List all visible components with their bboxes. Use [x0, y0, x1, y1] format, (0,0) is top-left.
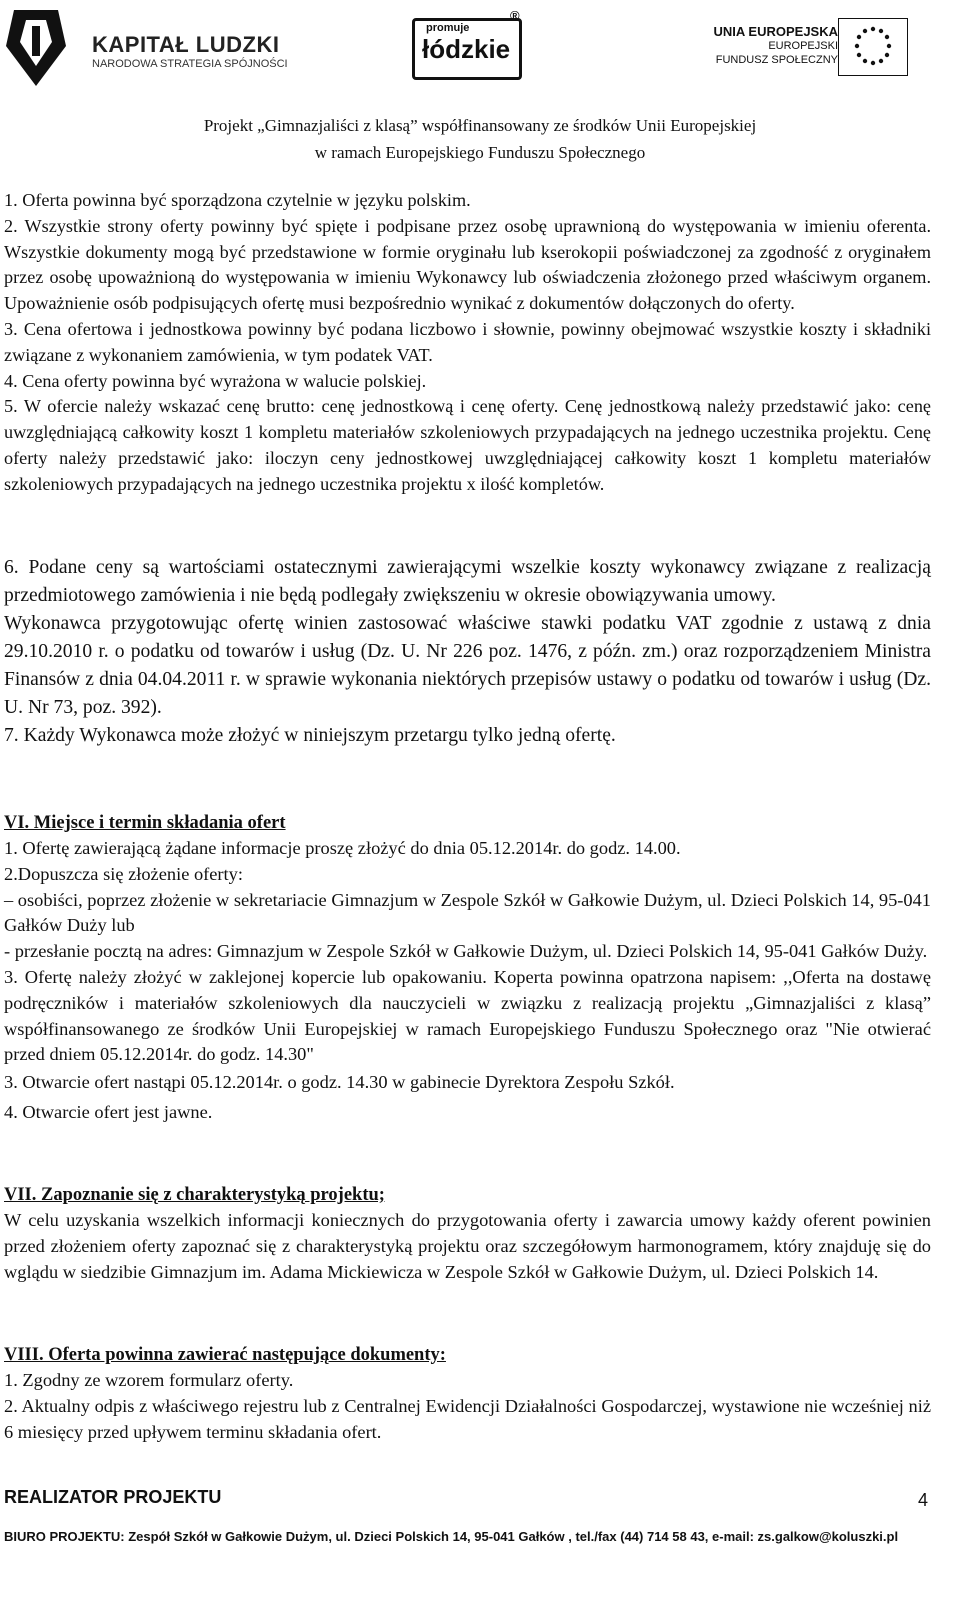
section-8-line: 1. Zgodny ze wzorem formularz oferty.: [4, 1370, 294, 1390]
registered-mark: ®: [510, 8, 520, 23]
section-6: [4, 810, 931, 1126]
realizator-label: REALIZATOR PROJEKTU: [4, 1487, 222, 1507]
kapital-ludzki-logo: [6, 6, 306, 86]
eu-line2: EUROPEJSKI: [768, 40, 838, 52]
eu-logo: [678, 18, 938, 88]
section-6-line: 2.Dopuszcza się złożenie oferty:: [4, 863, 243, 884]
intro-point: 7. Każdy Wykonawca może złożyć w niniejszym przetargu tylko jedną ofertę.: [4, 725, 616, 746]
section-6-line: 3. Ofertę należy złożyć w zaklejonej kopercie lub opakowaniu. Koperta powinna opatrzona napisem: ,,Oferta na dostawę podręczników i materiałów szkoleniowych dla nauczycieli w związku z realizacją projektu „Gimnazjaliści z klasą” współfinansowanego ze środków Unii Europejskiej w ramach Europejskiego Funduszu Społecznego oraz "Nie otwierać przed dniem 05.12.2014r. do godz. 14.30": [4, 966, 931, 1065]
project-title-line1: Projekt „Gimnazjaliści z klasą” współfinansowany ze środków Unii Europejskiej: [203, 116, 757, 135]
lodz-big-text: łódzkie: [422, 34, 511, 64]
kl-subtitle: NARODOWA STRATEGIA SPÓJNOŚCI: [92, 58, 288, 70]
section-6-heading: VI. Miejsce i termin składania ofert: [4, 813, 286, 833]
eu-flag-icon: [838, 18, 908, 76]
eu-line3: FUNDUSZ SPOŁECZNY: [715, 54, 838, 66]
section-6-line: 4. Otwarcie ofert jest jawne.: [4, 1101, 213, 1122]
project-office-info: BIURO PROJEKTU: Zespół Szkół w Gałkowie Dużym, ul. Dzieci Polskich 14, 95-041 Gałków , tel./fax (44) 714 58 43, e-mail: zs.galkow@koluszki.pl: [4, 1529, 899, 1544]
section-6-line: 1. Ofertę zawierającą żądane informacje proszę złożyć do dnia 05.12.2014r. do godz. 14.00.: [4, 838, 681, 858]
intro-point: 6. Podane ceny są wartościami ostatecznymi zawierającymi wszelkie koszty wykonawcy związane z realizacją przedmiotowego zamówienia i nie będą podlegały zwiększeniu w okresie obowiązywania umowy.: [4, 557, 931, 606]
intro-point: 1. Oferta powinna być sporządzona czytelnie w języku polskim.: [4, 190, 471, 210]
lodz-small-text: promuje: [426, 22, 470, 34]
intro-point: 5. W ofercie należy wskazać cenę brutto: cenę jednostkową i cenę oferty. Cenę jednostkową należy przedstawić jako: cenę uwzględniającą całkowity koszt 1 kompletu materiałów szkoleniowych przypadających na jednego uczestnika projektu. Cenę oferty należy przedstawić jako: iloczyn ceny jednostkowej uwzględniającej całkowity koszt 1 kompletu materiałów szkoleniowych przypadających na jednego uczestnika projektu x ilość kompletów.: [4, 396, 931, 494]
section-7: [4, 1182, 931, 1285]
intro-points-large: [4, 554, 931, 750]
intro-point: 2. Wszystkie strony oferty powinny być spięte i podpisane przez osobę uprawnioną do występowania w imieniu oferenta. Wszystkie dokumenty mogą być przedstawione w formie oryginału lub kserokopii poświadczonej za zgodność z oryginałem przez osobę upoważnioną do występowania w imieniu Wykonawcy lub oświadczenia złożonego przed właściwym organem. Upoważnienie osób podpisujących ofertę musi bezpośrednio wynikać z dokumentów dołączonych do oferty.: [4, 215, 931, 314]
kapital-ludzki-mark-icon: [6, 6, 66, 86]
section-6-line: 3. Otwarcie ofert nastąpi 05.12.2014r. o godz. 14.30 w gabinecie Dyrektora Zespołu Szkół.: [4, 1072, 675, 1093]
section-8-line: 2. Aktualny odpis z właściwego rejestru lub z Centralnej Ewidencji Działalności Gospodarczej, wystawione nie wcześniej niż 6 miesięcy przed upływem terminu składania ofert.: [4, 1395, 931, 1442]
section-8: [4, 1342, 931, 1445]
header-logos: [0, 0, 960, 100]
kl-title: KAPITAŁ LUDZKI: [92, 32, 280, 57]
section-7-heading: VII. Zapoznanie się z charakterystyką projektu;: [4, 1185, 385, 1205]
section-6-line: - przesłanie pocztą na adres: Gimnazjum w Zespole Szkół w Gałkowie Dużym, ul. Dzieci Polskich 14, 95-041 Gałków Duży.: [4, 941, 928, 962]
page-number: 4: [917, 1490, 928, 1510]
section-6-line: – osobiści, poprzez złożenie w sekretariacie Gimnazjum w Zespole Szkół w Gałkowie Dużym, ul. Dzieci Polskich 14, 95-041 Gałków Duży lub: [4, 889, 931, 936]
project-title-line2: w ramach Europejskiego Funduszu Społecznego: [314, 143, 646, 162]
intro-points: [4, 188, 931, 498]
promuje-lodzkie-logo: [412, 8, 522, 78]
section-8-heading: VIII. Oferta powinna zawierać następujące dokumenty:: [4, 1345, 446, 1365]
section-7-text: W celu uzyskania wszelkich informacji koniecznych do przygotowania oferty i zawarcia umowy każdy oferent powinien przed złożeniem oferty zapoznać się z charakterystyką projektu oraz szczegółowym harmonogramem, który znajduję się do wglądu w siedzibie Gimnazjum im. Adama Mickiewicza w Zespole Szkół w Gałkowie Dużym, ul. Dzieci Polskich 14.: [4, 1210, 931, 1282]
intro-point: 4. Cena oferty powinna być wyrażona w walucie polskiej.: [4, 370, 427, 391]
eu-line1: UNIA EUROPEJSKA: [713, 24, 838, 39]
vat-paragraph: Wykonawca przygotowując ofertę winien zastosować właściwe stawki podatku VAT zgodnie z ustawą z dnia 29.10.2010 r. o podatku od towarów i usług (Dz. U. Nr 226 poz. 1476, z późn. zm.) oraz rozporządzeniem Ministra Finansów z dnia 04.04.2011 r. w sprawie wykonania niektórych przepisów ustawy o podatku od towarów i usług (Dz. U. Nr 73, poz. 392).: [4, 613, 931, 718]
intro-point: 3. Cena ofertowa i jednostkowa powinny być podana liczbowo i słownie, powinny obejmować wszystkie koszty i składniki związane z wykonaniem zamówienia, w tym podatek VAT.: [4, 318, 931, 365]
